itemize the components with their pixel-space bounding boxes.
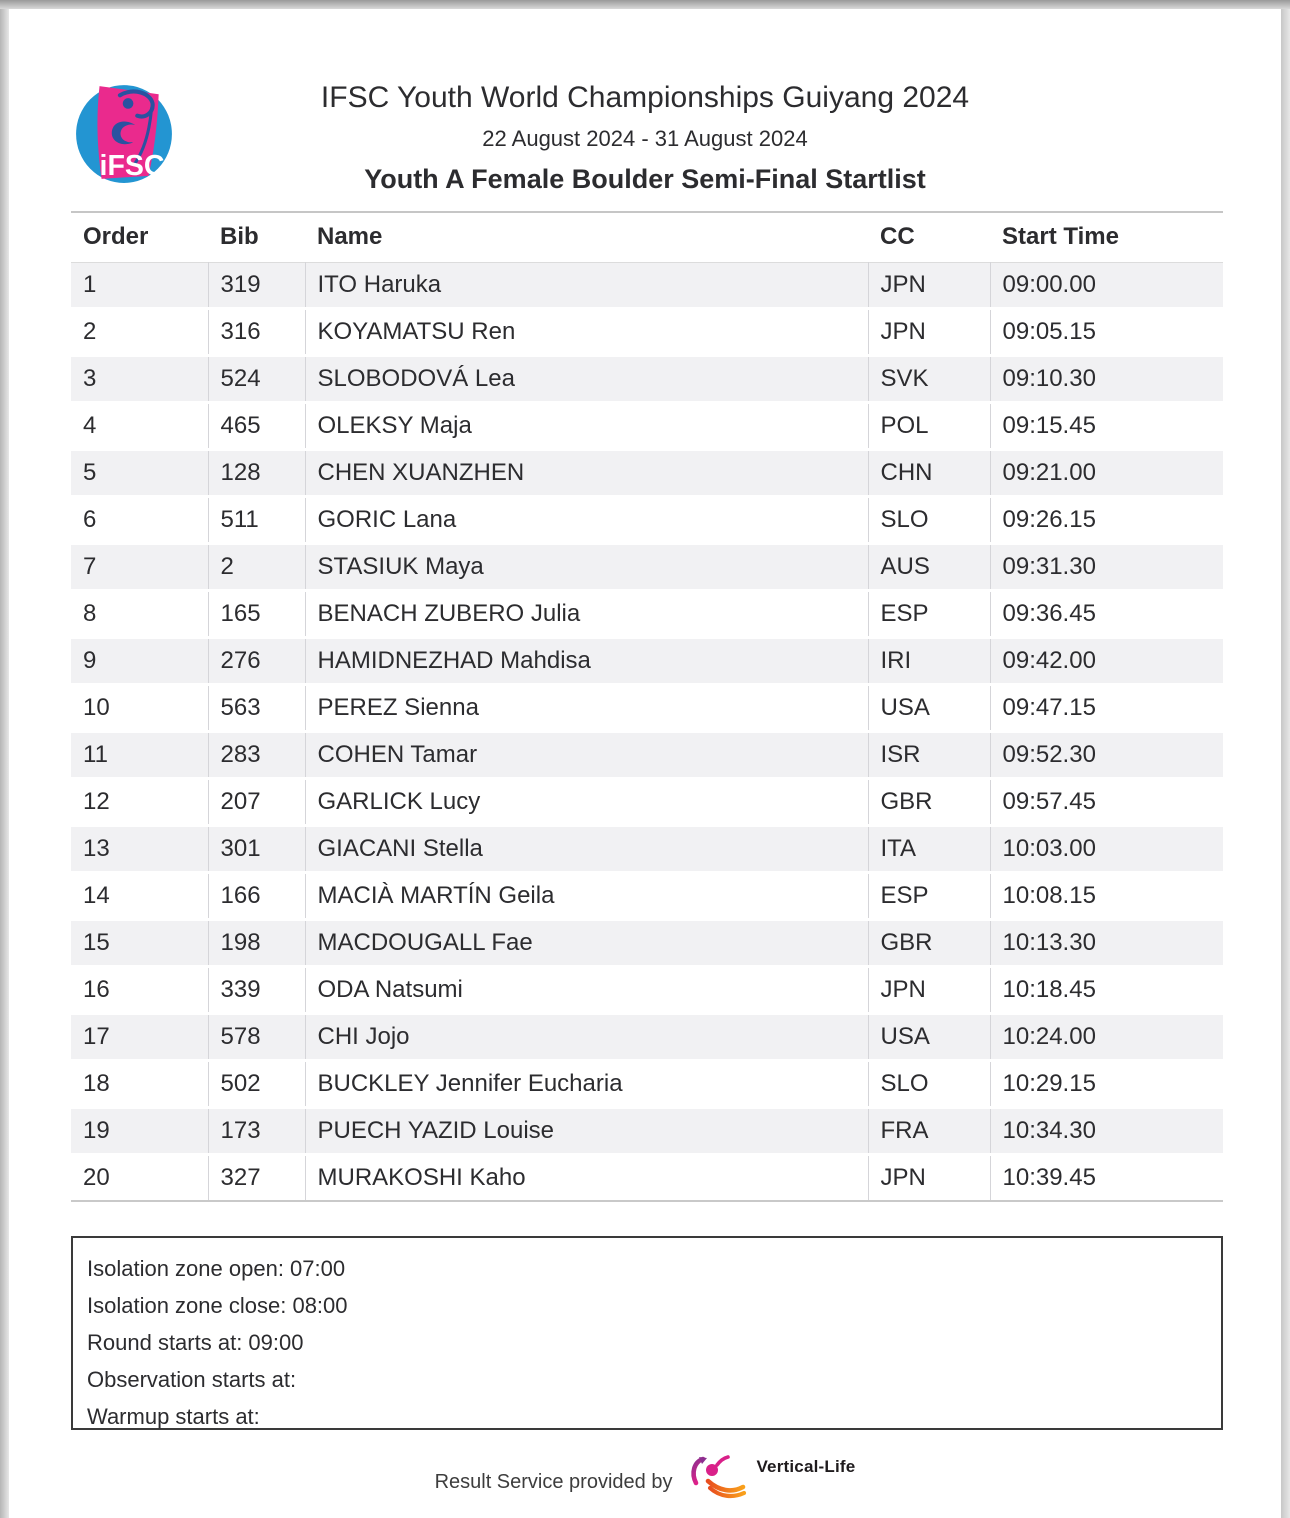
cell-order: 2	[71, 309, 208, 356]
cell-start-time: 09:10.30	[990, 356, 1223, 403]
cell-start-time: 09:05.15	[990, 309, 1223, 356]
cell-order: 11	[71, 732, 208, 779]
cell-bib: 2	[208, 544, 305, 591]
cell-order: 7	[71, 544, 208, 591]
cell-country-code: AUS	[868, 544, 990, 591]
col-header-bib: Bib	[208, 212, 305, 263]
cell-start-time: 09:21.00	[990, 450, 1223, 497]
table-row	[71, 826, 1223, 873]
cell-bib: 339	[208, 967, 305, 1014]
cell-country-code: ISR	[868, 732, 990, 779]
isolation-close-line: Isolation zone close: 08:00	[87, 1293, 348, 1318]
table-row	[71, 1014, 1223, 1061]
cell-start-time: 09:57.45	[990, 779, 1223, 826]
cell-order: 13	[71, 826, 208, 873]
cell-order: 8	[71, 591, 208, 638]
cell-bib: 166	[208, 873, 305, 920]
schedule-info-box	[71, 1236, 1223, 1430]
event-date-range: 22 August 2024 - 31 August 2024	[482, 126, 808, 151]
cell-bib: 276	[208, 638, 305, 685]
cell-bib: 173	[208, 1108, 305, 1155]
cell-start-time: 10:24.00	[990, 1014, 1223, 1061]
table-row	[71, 779, 1223, 826]
page-title: IFSC Youth World Championships Guiyang 2024	[320, 81, 970, 114]
table-row	[71, 497, 1223, 544]
cell-start-time: 09:00.00	[990, 263, 1223, 309]
cell-athlete-name: HAMIDNEZHAD Mahdisa	[305, 638, 868, 685]
footer	[9, 1451, 1281, 1503]
viewer-left-edge	[0, 0, 9, 1518]
cell-order: 17	[71, 1014, 208, 1061]
cell-athlete-name: PEREZ Sienna	[305, 685, 868, 732]
table-row	[71, 1108, 1223, 1155]
cell-country-code: JPN	[868, 1155, 990, 1202]
cell-country-code: JPN	[868, 263, 990, 309]
cell-country-code: SVK	[868, 356, 990, 403]
cell-athlete-name: GORIC Lana	[305, 497, 868, 544]
cell-start-time: 10:08.15	[990, 873, 1223, 920]
cell-athlete-name: CHEN XUANZHEN	[305, 450, 868, 497]
cell-athlete-name: BENACH ZUBERO Julia	[305, 591, 868, 638]
cell-bib: 327	[208, 1155, 305, 1202]
round-start-line: Round starts at: 09:00	[87, 1330, 304, 1355]
cell-athlete-name: COHEN Tamar	[305, 732, 868, 779]
cell-athlete-name: SLOBODOVÁ Lea	[305, 356, 868, 403]
cell-athlete-name: BUCKLEY Jennifer Eucharia	[305, 1061, 868, 1108]
col-header-cc: CC	[868, 212, 990, 263]
ifsc-logo-text: iFSC	[99, 149, 165, 182]
cell-athlete-name: OLEKSY Maja	[305, 403, 868, 450]
cell-country-code: IRI	[868, 638, 990, 685]
cell-order: 12	[71, 779, 208, 826]
cell-start-time: 09:52.30	[990, 732, 1223, 779]
cell-country-code: FRA	[868, 1108, 990, 1155]
cell-athlete-name: GARLICK Lucy	[305, 779, 868, 826]
cell-athlete-name: MACDOUGALL Fae	[305, 920, 868, 967]
table-row	[71, 1061, 1223, 1108]
table-row	[71, 591, 1223, 638]
cell-bib: 207	[208, 779, 305, 826]
cell-bib: 563	[208, 685, 305, 732]
col-header-order: Order	[71, 212, 208, 263]
cell-country-code: GBR	[868, 779, 990, 826]
table-row	[71, 450, 1223, 497]
cell-country-code: ESP	[868, 591, 990, 638]
cell-start-time: 10:18.45	[990, 967, 1223, 1014]
vertical-life-logo-icon	[686, 1453, 748, 1503]
cell-athlete-name: PUECH YAZID Louise	[305, 1108, 868, 1155]
table-row	[71, 873, 1223, 920]
cell-bib: 511	[208, 497, 305, 544]
cell-athlete-name: MACIÀ MARTÍN Geila	[305, 873, 868, 920]
cell-bib: 578	[208, 1014, 305, 1061]
cell-start-time: 10:13.30	[990, 920, 1223, 967]
cell-country-code: USA	[868, 1014, 990, 1061]
cell-order: 16	[71, 967, 208, 1014]
warmup-start-line: Warmup starts at:	[87, 1404, 260, 1429]
cell-bib: 128	[208, 450, 305, 497]
cell-start-time: 09:36.45	[990, 591, 1223, 638]
table-row	[71, 732, 1223, 779]
cell-athlete-name: ITO Haruka	[305, 263, 868, 309]
cell-bib: 502	[208, 1061, 305, 1108]
cell-order: 3	[71, 356, 208, 403]
table-row	[71, 638, 1223, 685]
cell-bib: 198	[208, 920, 305, 967]
cell-country-code: JPN	[868, 309, 990, 356]
table-row	[71, 967, 1223, 1014]
cell-athlete-name: CHI Jojo	[305, 1014, 868, 1061]
cell-bib: 524	[208, 356, 305, 403]
cell-start-time: 10:34.30	[990, 1108, 1223, 1155]
cell-bib: 301	[208, 826, 305, 873]
table-row	[71, 263, 1223, 309]
startlist-body	[71, 263, 1223, 1202]
cell-athlete-name: GIACANI Stella	[305, 826, 868, 873]
cell-athlete-name: STASIUK Maya	[305, 544, 868, 591]
round-subtitle: Youth A Female Boulder Semi-Final Startlist	[364, 164, 926, 194]
document-page	[9, 9, 1281, 1518]
vertical-life-brand-text: Vertical-Life	[756, 1457, 856, 1476]
cell-bib: 465	[208, 403, 305, 450]
cell-bib: 165	[208, 591, 305, 638]
cell-athlete-name: KOYAMATSU Ren	[305, 309, 868, 356]
cell-order: 4	[71, 403, 208, 450]
table-row	[71, 1155, 1223, 1202]
cell-order: 19	[71, 1108, 208, 1155]
cell-country-code: SLO	[868, 1061, 990, 1108]
cell-order: 1	[71, 263, 208, 309]
cell-start-time: 09:42.00	[990, 638, 1223, 685]
cell-order: 14	[71, 873, 208, 920]
isolation-open-line: Isolation zone open: 07:00	[87, 1256, 346, 1281]
cell-country-code: POL	[868, 403, 990, 450]
cell-start-time: 09:31.30	[990, 544, 1223, 591]
viewer-right-edge	[1281, 0, 1290, 1518]
cell-start-time: 09:15.45	[990, 403, 1223, 450]
viewer-top-edge	[0, 0, 1290, 9]
cell-country-code: GBR	[868, 920, 990, 967]
col-header-name: Name	[305, 212, 868, 263]
cell-country-code: USA	[868, 685, 990, 732]
table-header-row	[71, 212, 1223, 263]
table-row	[71, 403, 1223, 450]
cell-country-code: CHN	[868, 450, 990, 497]
cell-start-time: 10:29.15	[990, 1061, 1223, 1108]
cell-bib: 316	[208, 309, 305, 356]
cell-bib: 319	[208, 263, 305, 309]
result-service-text: Result Service provided by	[434, 1471, 673, 1493]
table-row	[71, 685, 1223, 732]
cell-order: 5	[71, 450, 208, 497]
cell-bib: 283	[208, 732, 305, 779]
cell-start-time: 09:26.15	[990, 497, 1223, 544]
startlist-table	[71, 211, 1223, 1202]
cell-start-time: 09:47.15	[990, 685, 1223, 732]
cell-country-code: ITA	[868, 826, 990, 873]
table-row	[71, 544, 1223, 591]
cell-order: 20	[71, 1155, 208, 1202]
table-row	[71, 356, 1223, 403]
cell-country-code: ESP	[868, 873, 990, 920]
col-header-start-time: Start Time	[990, 212, 1223, 263]
cell-order: 10	[71, 685, 208, 732]
cell-order: 9	[71, 638, 208, 685]
table-row	[71, 309, 1223, 356]
observation-start-line: Observation starts at:	[87, 1367, 297, 1392]
cell-order: 6	[71, 497, 208, 544]
cell-order: 18	[71, 1061, 208, 1108]
table-row	[71, 920, 1223, 967]
cell-athlete-name: MURAKOSHI Kaho	[305, 1155, 868, 1202]
cell-country-code: JPN	[868, 967, 990, 1014]
cell-athlete-name: ODA Natsumi	[305, 967, 868, 1014]
cell-start-time: 10:39.45	[990, 1155, 1223, 1202]
cell-country-code: SLO	[868, 497, 990, 544]
cell-order: 15	[71, 920, 208, 967]
cell-start-time: 10:03.00	[990, 826, 1223, 873]
